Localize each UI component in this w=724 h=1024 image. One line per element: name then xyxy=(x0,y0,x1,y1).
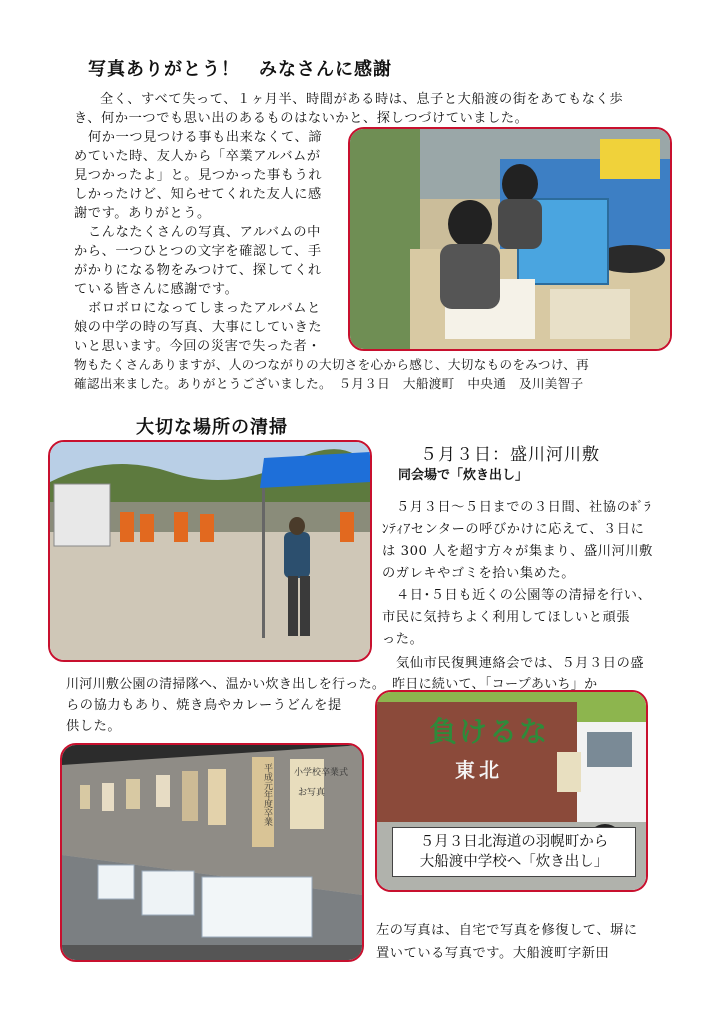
article2-subtitle: ５月３日：盛川河川敷 xyxy=(420,445,600,465)
article2-line: ４日･５日も近くの公園等の清掃を行い、 xyxy=(396,588,652,603)
article2-line: のガレキやゴミを拾い集めた。 xyxy=(382,566,576,581)
article1-line: 娘の中学の時の写真、大事にしていきた xyxy=(74,320,323,335)
truck-caption-line-2: 大船渡中学校へ「炊き出し」 xyxy=(419,854,609,870)
article1-line: から、一つひとつの文字を確認して、手 xyxy=(74,244,322,259)
article1-line: 全く、すべて失って、１ヶ月半、時間がある時は、息子と大船渡の街をあてもなく歩 xyxy=(100,92,624,107)
article2-line: 市民に気持ちよく利用してほしいと頑張 xyxy=(382,610,631,625)
article1-line: 見つかったよ」と。見つかった事もうれ xyxy=(74,168,323,183)
wall-note-3: お写真 xyxy=(298,788,326,798)
bottom-caption-line-2: 置いている写真です。大船渡町字新田 xyxy=(376,946,610,961)
bottom-caption-line-1: 左の写真は、自宅で写真を修復して、塀に xyxy=(376,923,638,938)
article2-line: 川河川敷公園の清掃隊へ、温かい炊き出しを行った。 昨日に続いて、「コープあいち」か xyxy=(66,677,598,692)
article2-line: 気仙市民復興連絡会では、５月３日の盛 xyxy=(396,656,645,671)
wall-note-1: 平成元年度卒業 xyxy=(262,763,272,826)
photo-wall-drying xyxy=(60,743,364,962)
article2-line: 供した。 xyxy=(66,719,122,734)
article1-title: 写真ありがとう！ みなさんに感謝 xyxy=(88,59,392,80)
article1-line: しかったけど、知らせてくれた友人に感 xyxy=(74,187,322,202)
truck-caption xyxy=(392,827,636,877)
wall-note-2: 小学校卒業式 xyxy=(294,768,349,778)
article2-line: ５月３日〜５日までの３日間、社協のﾎﾞﾗ xyxy=(396,500,652,515)
article2-line: らの協力もあり、焼き鳥やカレーうどんを提 xyxy=(66,698,342,713)
article1-line: き、何か一つでも思い出のあるものはないかと、探しつづけていました。 xyxy=(74,111,529,126)
article1-line: ている皆さんに感謝です。 xyxy=(74,282,239,297)
article1-line: こんなたくさんの写真、アルバムの中 xyxy=(88,225,321,240)
article1-line: ボロボロになってしまったアルバムと xyxy=(88,301,321,316)
photo-riverside-cleanup xyxy=(48,440,372,662)
article2-line: ﾝﾃｨｱセンターの呼びかけに応えて、３日に xyxy=(382,522,645,537)
article2-subheading: 同会場で「炊き出し」 xyxy=(398,468,529,483)
article1-line: 何か一つ見つける事も出来なくて、諦 xyxy=(88,130,323,145)
article1-line: 物もたくさんありますが、人のつながりの大切さを心から感じ、大切なものをみつけ、再 xyxy=(74,357,589,372)
article2-line: った。 xyxy=(382,632,424,647)
photo-album-sorting xyxy=(348,127,672,351)
article1-line: めていた時、友人から「卒業アルバムが xyxy=(74,149,321,164)
truck-banner-text-2: 東北 xyxy=(455,758,503,782)
article2-title: 大切な場所の清掃 xyxy=(136,417,288,438)
truck-banner-text-1: 負けるな xyxy=(429,715,550,748)
article2-line: は 300 人を超す方々が集まり、盛川河川敷 xyxy=(382,544,653,559)
article1-line: がかりになる物をみつけて、探してくれ xyxy=(74,263,322,278)
truck-caption-line-1: ５月３日北海道の羽幌町から xyxy=(419,834,609,850)
article1-line: いと思います。今回の災害で失った者・ xyxy=(74,339,322,354)
article1-line: 謝です。ありがとう。 xyxy=(74,206,211,221)
article1-line: 確認出来ました。ありがとうございました。 ５月３日 大船渡町 中央通 及川美智子 xyxy=(74,376,584,391)
